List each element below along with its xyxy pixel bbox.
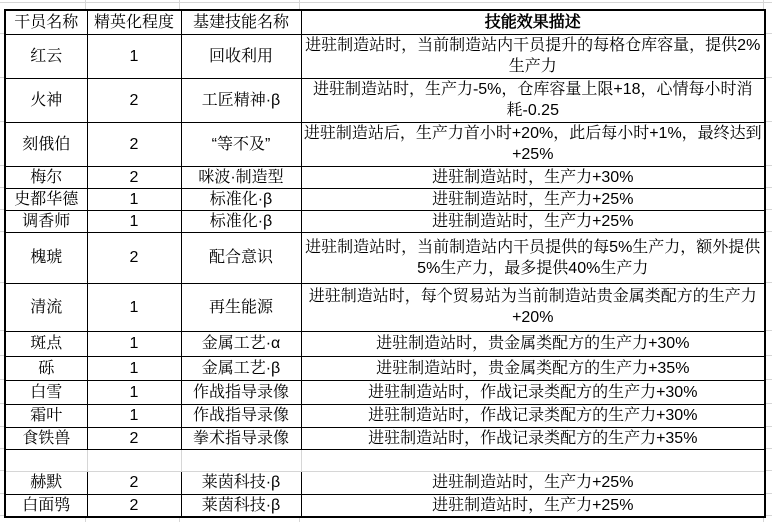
- header-operator-name[interactable]: 干员名称: [5, 10, 87, 34]
- operator-name-cell[interactable]: 食铁兽: [5, 427, 87, 449]
- header-elite-level[interactable]: 精英化程度: [87, 10, 181, 34]
- operator-name-cell[interactable]: 霜叶: [5, 404, 87, 427]
- skill-effect-cell[interactable]: 进驻制造站时，生产力+25%: [301, 494, 765, 517]
- skill-name-cell[interactable]: 作战指导录像: [181, 404, 301, 427]
- elite-level-cell[interactable]: 2: [87, 471, 181, 494]
- gridline-horizontal: [0, 2, 772, 3]
- operator-name-cell[interactable]: [5, 449, 87, 471]
- skill-effect-cell[interactable]: 进驻制造站时，生产力+25%: [301, 188, 765, 210]
- elite-level-cell[interactable]: 2: [87, 494, 181, 517]
- skill-effect-cell[interactable]: 进驻制造站时，当前制造站内干员提供的每5%生产力，额外提供5%生产力，最多提供40%生产力: [301, 232, 765, 283]
- table-row: [5, 188, 765, 210]
- header-row: [5, 10, 765, 34]
- skill-name-cell[interactable]: 标准化·β: [181, 210, 301, 232]
- elite-level-cell[interactable]: 1: [87, 34, 181, 78]
- operator-name-cell[interactable]: 火神: [5, 78, 87, 122]
- skill-name-cell[interactable]: 金属工艺·α: [181, 331, 301, 356]
- skill-effect-cell[interactable]: 进驻制造站时，作战记录类配方的生产力+30%: [301, 380, 765, 404]
- skill-effect-cell[interactable]: 进驻制造站时，生产力+30%: [301, 166, 765, 188]
- elite-level-cell[interactable]: 2: [87, 122, 181, 166]
- skill-name-cell[interactable]: 作战指导录像: [181, 380, 301, 404]
- skill-name-cell[interactable]: 工匠精神·β: [181, 78, 301, 122]
- operator-name-cell[interactable]: 史都华德: [5, 188, 87, 210]
- skill-effect-cell[interactable]: [301, 449, 765, 471]
- elite-level-cell[interactable]: 1: [87, 404, 181, 427]
- skill-name-cell[interactable]: 咪波·制造型: [181, 166, 301, 188]
- skill-effect-cell[interactable]: 进驻制造站时，生产力+25%: [301, 471, 765, 494]
- operator-name-cell[interactable]: 赫默: [5, 471, 87, 494]
- skills-table-body: [5, 34, 765, 517]
- table-row: [5, 380, 765, 404]
- elite-level-cell[interactable]: 1: [87, 380, 181, 404]
- operator-name-cell[interactable]: 斑点: [5, 331, 87, 356]
- skill-name-cell[interactable]: 金属工艺·β: [181, 356, 301, 380]
- table-row: [5, 356, 765, 380]
- skill-effect-cell[interactable]: 进驻制造站后，生产力首小时+20%，此后每小时+1%，最终达到+25%: [301, 122, 765, 166]
- skills-table: [4, 9, 766, 518]
- table-row: [5, 78, 765, 122]
- skill-effect-cell[interactable]: 进驻制造站时，作战记录类配方的生产力+35%: [301, 427, 765, 449]
- operator-name-cell[interactable]: 红云: [5, 34, 87, 78]
- elite-level-cell[interactable]: 1: [87, 283, 181, 331]
- skill-effect-cell[interactable]: 进驻制造站时，生产力+25%: [301, 210, 765, 232]
- table-row: [5, 427, 765, 449]
- skill-name-cell[interactable]: [181, 449, 301, 471]
- skill-name-cell[interactable]: 再生能源: [181, 283, 301, 331]
- header-skill-name[interactable]: 基建技能名称: [181, 10, 301, 34]
- skill-effect-cell[interactable]: 进驻制造站时，贵金属类配方的生产力+35%: [301, 356, 765, 380]
- operator-name-cell[interactable]: 梅尔: [5, 166, 87, 188]
- operator-name-cell[interactable]: 白雪: [5, 380, 87, 404]
- skill-name-cell[interactable]: 配合意识: [181, 232, 301, 283]
- table-row: [5, 122, 765, 166]
- operator-name-cell[interactable]: 槐琥: [5, 232, 87, 283]
- skill-effect-cell[interactable]: 进驻制造站时，贵金属类配方的生产力+30%: [301, 331, 765, 356]
- elite-level-cell[interactable]: 2: [87, 166, 181, 188]
- skill-name-cell[interactable]: 莱茵科技·β: [181, 471, 301, 494]
- operator-name-cell[interactable]: 白面鸮: [5, 494, 87, 517]
- table-row-empty: [5, 449, 765, 471]
- operator-name-cell[interactable]: 刻俄伯: [5, 122, 87, 166]
- elite-level-cell[interactable]: 2: [87, 427, 181, 449]
- elite-level-cell[interactable]: 1: [87, 188, 181, 210]
- elite-level-cell[interactable]: 1: [87, 210, 181, 232]
- skill-effect-cell[interactable]: 进驻制造站时，当前制造站内干员提升的每格仓库容量，提供2%生产力: [301, 34, 765, 78]
- table-row: [5, 283, 765, 331]
- header-skill-effect[interactable]: 技能效果描述: [301, 10, 765, 34]
- table-row: [5, 166, 765, 188]
- table-row: [5, 404, 765, 427]
- skill-name-cell[interactable]: 拳术指导录像: [181, 427, 301, 449]
- table-row: [5, 471, 765, 494]
- elite-level-cell[interactable]: 1: [87, 356, 181, 380]
- skill-name-cell[interactable]: 标准化·β: [181, 188, 301, 210]
- skill-effect-cell[interactable]: 进驻制造站时，生产力-5%，仓库容量上限+18，心情每小时消耗-0.25: [301, 78, 765, 122]
- skill-name-cell[interactable]: 回收利用: [181, 34, 301, 78]
- operator-name-cell[interactable]: 调香师: [5, 210, 87, 232]
- operator-name-cell[interactable]: 清流: [5, 283, 87, 331]
- skill-name-cell[interactable]: 莱茵科技·β: [181, 494, 301, 517]
- elite-level-cell[interactable]: 2: [87, 78, 181, 122]
- skill-effect-cell[interactable]: 进驻制造站时，每个贸易站为当前制造站贵金属类配方的生产力+20%: [301, 283, 765, 331]
- table-row: [5, 331, 765, 356]
- operator-name-cell[interactable]: 砾: [5, 356, 87, 380]
- table-row: [5, 34, 765, 78]
- elite-level-cell[interactable]: 2: [87, 232, 181, 283]
- table-row: [5, 210, 765, 232]
- elite-level-cell[interactable]: [87, 449, 181, 471]
- table-row: [5, 232, 765, 283]
- skill-effect-cell[interactable]: 进驻制造站时，作战记录类配方的生产力+30%: [301, 404, 765, 427]
- elite-level-cell[interactable]: 1: [87, 331, 181, 356]
- table-row: [5, 494, 765, 517]
- skill-name-cell[interactable]: “等不及”: [181, 122, 301, 166]
